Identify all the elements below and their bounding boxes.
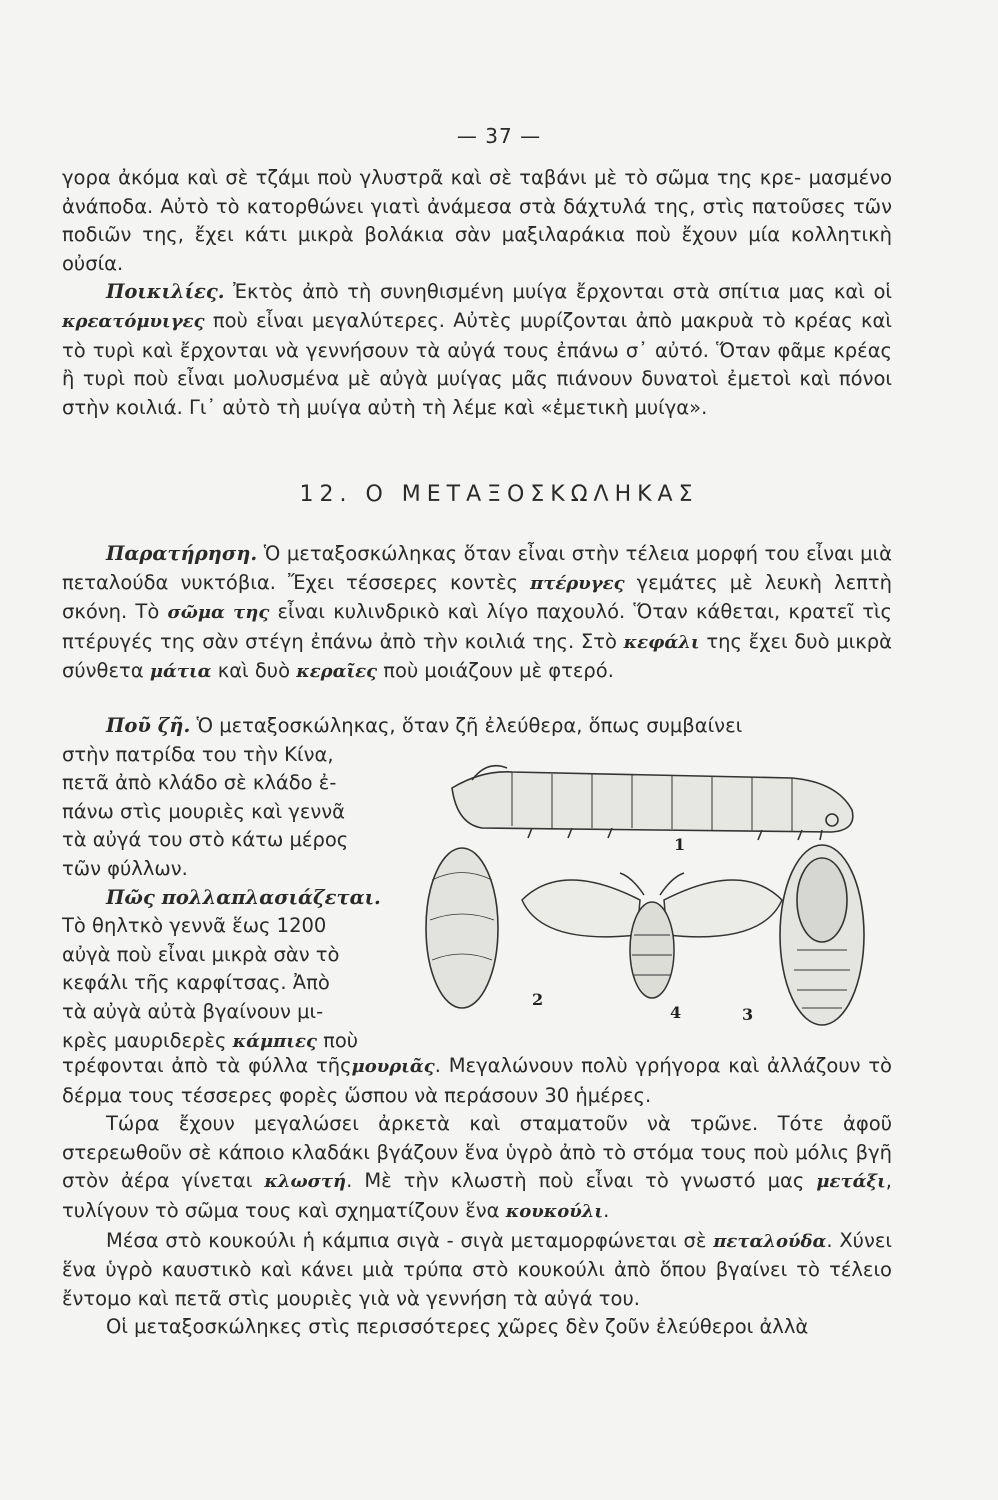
caterpillar-drawing: [452, 766, 853, 840]
wrap-line: ποὺ: [316, 1028, 359, 1052]
bottom-paragraph-1: [62, 1052, 892, 1110]
keyword: κουκούλι: [505, 1200, 604, 1222]
pou-zei-wrapped: [62, 741, 402, 884]
body-text: ποὺ εἶναι μεγαλύτερες. Αὐτὲς μυρίζονται ἀπὸ μακρυὰ τὸ κρέας καὶ τὸ τυρὶ καὶ ἔρχονται νὰ γεννήσουν τὰ αὐγά τους ἐπάνω σ᾽ αὐτό. Ὅταν φᾶμε κρέας ἢ τυρὶ ποὺ εἶναι μολυσμένα μὲ αὐγὰ μυίγας μᾶς πιάνουν δυνατοὶ ἐμετοὶ καὶ πόνοι στὴν κοιλιά. Γι᾽ αὐτὸ τὴ μυίγα αὐτὴ τὴ λέμε καὶ «ἐμετικὴ μυίγα».: [62, 308, 892, 419]
keyword: κάμπιες: [232, 1030, 317, 1052]
intro-line: μασμένο ἀνάποδα. Αὐτὸ τὸ κατορθώνει γιατὶ ἀνάμεσα στὰ δάχτυλά της,: [62, 166, 893, 218]
keyword: πτέρυγες: [530, 572, 625, 594]
body-text: , τυλίγουν τὸ σῶμα τους καὶ σχηματίζουν ἕνα: [62, 1169, 892, 1222]
pou-zei-heading: Ποῦ ζῆ.: [106, 714, 191, 737]
body-text: . Μεγαλώνουν πολὺ γρήγορα καὶ ἀλλάζουν τὸ δέρμα τους τέσσερες φορὲς ὥσπου νὰ περάσουν 30 ἡμέρες.: [62, 1054, 892, 1107]
keyword: κλωστή: [264, 1171, 347, 1193]
figure-label-2: 2: [532, 990, 544, 1009]
body-text: . Χύνει ἕνα ὑγρὸ καυστικὸ καὶ κάνει μιὰ τρύπα στὸ κουκούλι ἀπὸ ὅπου βγαίνει τὸ τέλειο ἔντομο καὶ πετᾶ στὶς μουριὲς γιὰ νὰ γεννήση τὰ αὐγά του.: [62, 1228, 892, 1310]
body-text: γεμάτες μὲ λευκὴ λεπτὴ σκόνη. Τὸ: [62, 570, 892, 624]
body-text: της ἔχει δυὸ μικρὰ σύνθετα: [62, 629, 892, 683]
body-text: Ὁ μεταξοσκώληκας, ὅταν ζῆ ἐλεύθερα, ὅπως συμβαίνει: [190, 714, 743, 737]
keyword: κεφάλι: [623, 631, 700, 653]
body-text: Οἱ μεταξοσκώληκες στὶς περισσότερες χῶρες δὲν ζοῦν ἐλεύθεροι ἀλλὰ: [106, 1315, 809, 1339]
bottom-paragraph-2: [62, 1110, 892, 1226]
pou-zei-first-line: [62, 712, 892, 741]
keyword: πεταλούδα: [713, 1230, 827, 1252]
page-number: — 37 —: [456, 124, 542, 148]
body-text: . Μὲ τὴν κλωστὴ ποὺ εἶναι τὸ γνωστό μας: [346, 1169, 817, 1193]
paratirisi-heading: Παρατήρηση.: [106, 542, 258, 565]
pollaplasiazetai-wrapped: [62, 912, 402, 1056]
keyword: μουριᾶς: [351, 1056, 435, 1077]
wrap-line: αὐγὰ ποὺ εἶναι μικρὰ σὰν τὸ: [62, 942, 340, 966]
wrap-line: κρὲς μαυριδερὲς: [62, 1028, 233, 1052]
body-text: Ἐκτὸς ἀπὸ τὴ συνηθισμένη μυίγα ἔρχονται στὰ σπίτια μας καὶ οἱ: [224, 280, 892, 304]
intro-line: γορα ἀκόμα καὶ σὲ τζάμι ποὺ γλυστρᾶ καὶ σὲ ταβάνι μὲ τὸ σῶμα της κρε-: [62, 166, 802, 189]
keyword: κρεατόμυιγες: [62, 310, 205, 332]
keyword: μάτια: [149, 661, 212, 683]
intro-section: [62, 164, 892, 422]
body-text: εἶναι κυλινδρικὸ καὶ λίγο παχουλό. Ὅταν κάθεται, κρατεῖ τὶς πτέρυγές της σὰν στέγη ἐπάνω ἀπὸ τὴν κοιλιά της. Στὸ: [62, 600, 892, 653]
wrap-line: τὰ αὐγὰ αὐτὰ βγαίνουν μι-: [62, 999, 324, 1023]
silkworm-figure-svg: [412, 750, 892, 1050]
silkworm-illustration: [412, 750, 892, 1050]
pollaplasiazetai-heading-line: [62, 884, 402, 913]
body-text: τρέφονται ἀπὸ τὰ φύλλα τῆς: [62, 1054, 352, 1077]
body-text: .: [603, 1198, 610, 1222]
bottom-section: [62, 1052, 892, 1342]
intro-line: στὶς πατοῦσες τῶν ποδιῶν της, ἔχει κάτι μικρὰ βολάκια σὰν μαξιλαράκια: [62, 194, 892, 247]
figure-label-4: 4: [670, 1003, 682, 1022]
keyword: σῶμα της: [167, 602, 270, 624]
body-text: ποὺ μοιάζουν μὲ φτερό.: [377, 659, 614, 683]
wrap-line: πάνω στὶς μουριὲς καὶ γεννᾶ: [62, 799, 345, 823]
wrap-line: τῶν φύλλων.: [62, 856, 188, 880]
keyword: μετάξι: [816, 1171, 886, 1193]
body-text: καὶ δυὸ: [211, 659, 297, 683]
bottom-paragraph-4: [62, 1313, 892, 1342]
poikilies-paragraph: [62, 278, 892, 422]
intro-line: ποὺ ἔχουν μία κολλητικὴ οὐσία.: [62, 223, 892, 275]
keyword: κεραῖες: [296, 661, 378, 683]
paratirisi-paragraph: [62, 540, 892, 687]
wrap-line: πετᾶ ἀπὸ κλάδο σὲ κλάδο ἐ-: [62, 771, 337, 795]
pupa-drawing: [780, 845, 864, 1025]
body-text: Ὁ μεταξοσκώληκας ὅταν εἶναι στὴν τέλεια μορφή του εἶναι μιὰ πεταλούδα νυκτόβια. Ἔχει τέσσερες κοντὲς: [62, 542, 892, 594]
figure-label-3: 3: [742, 1005, 754, 1024]
body-text: Τώρα ἔχουν μεγαλώσει ἀρκετὰ καὶ σταματοῦν νὰ τρῶνε. Τότε ἀφοῦ στερεωθοῦν σὲ κάποιο κλαδάκι βγάζουν ἕνα ὑγρὸ ἀπὸ τὸ στόμα τους ποὺ μόλις βγῆ στὸν ἀέρα γίνεται: [62, 1112, 892, 1193]
pollaplasiazetai-heading: Πῶς πολλαπλασιάζεται.: [106, 885, 381, 909]
intro-paragraph: [62, 164, 892, 278]
bottom-paragraph-3: [62, 1227, 892, 1314]
poikilies-heading: Ποικιλίες.: [106, 280, 225, 304]
paratirisi-section: [62, 540, 892, 687]
cocoon-drawing: [426, 848, 498, 1008]
wrap-line: στὴν πατρίδα του τὴν Κίνα,: [62, 742, 334, 766]
body-text: Μέσα στὸ κουκούλι ἡ κάμπια σιγὰ - σιγὰ μεταμορφώνεται σὲ: [106, 1228, 714, 1252]
wrap-line: Τὸ θηλτκὸ γεννᾶ ἕως 1200: [62, 914, 327, 938]
wrap-line: κεφάλι τῆς καρφίτσας. Ἀπὸ: [62, 971, 330, 995]
chapter-title: 12. Ο ΜΕΤΑΞΟΣΚΩΛΗΚΑΣ: [299, 482, 699, 507]
moth-drawing: [522, 873, 782, 998]
wrap-line: τὰ αὐγά του στὸ κάτω μέρος: [62, 828, 349, 852]
figure-label-1: 1: [674, 835, 686, 854]
